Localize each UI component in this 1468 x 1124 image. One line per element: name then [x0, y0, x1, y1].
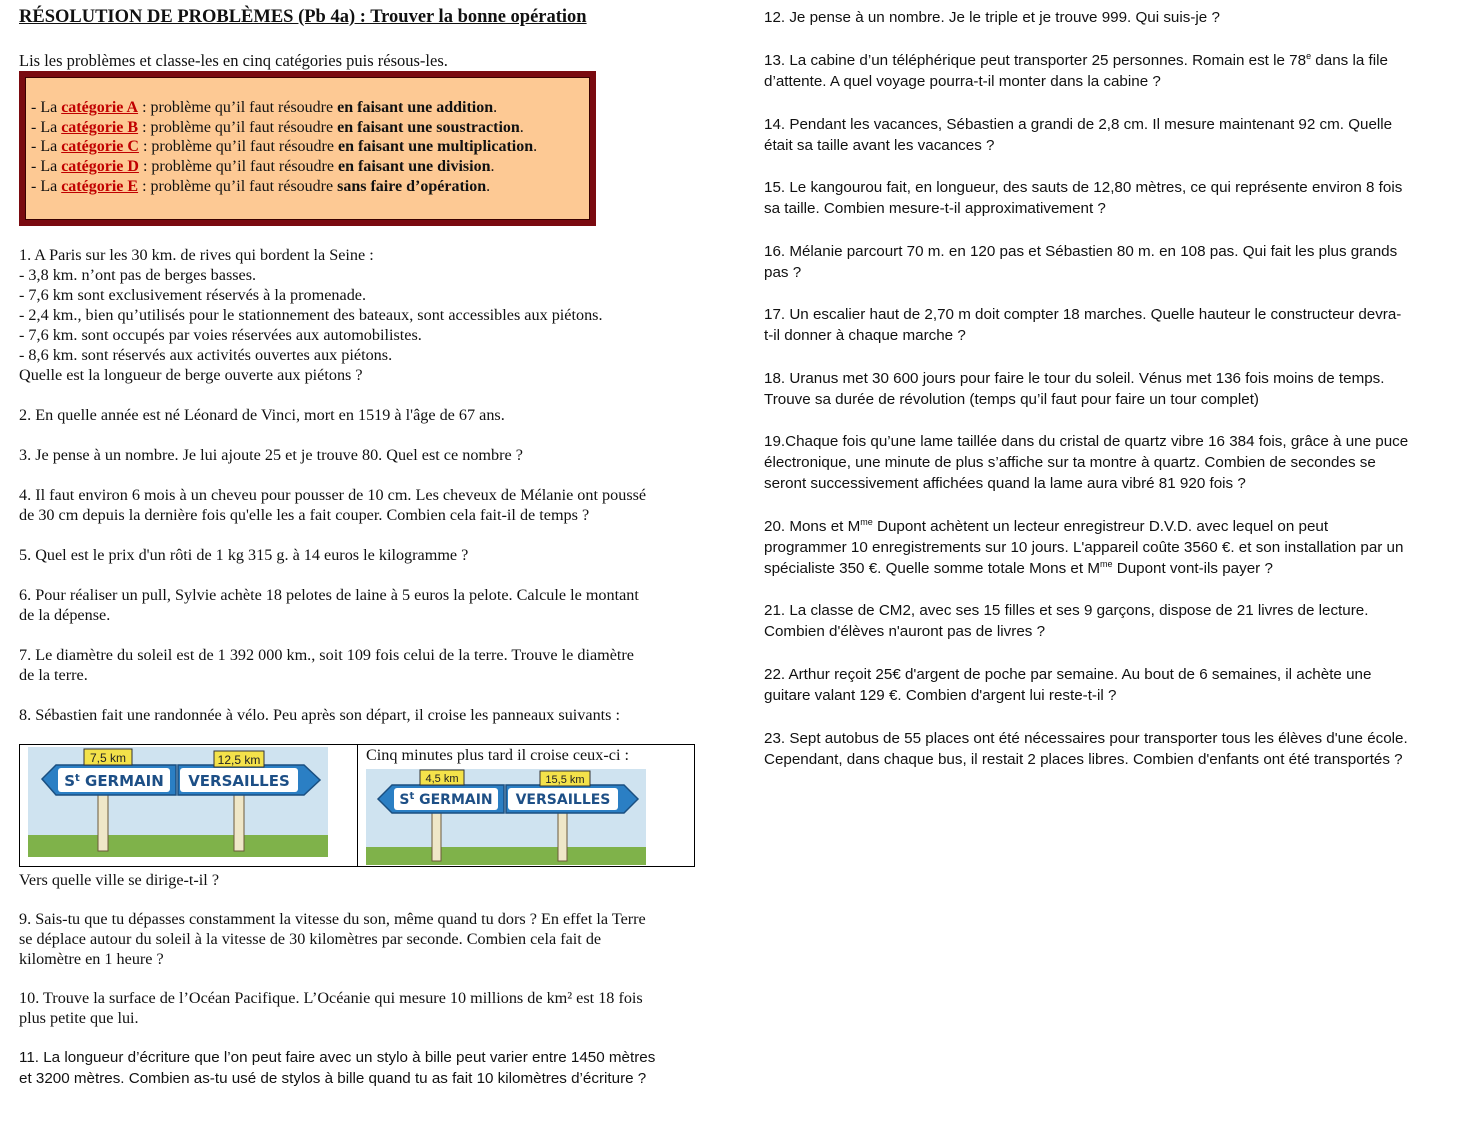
- problem-14: [764, 114, 1454, 156]
- problem-line: pas ?: [764, 264, 802, 282]
- category-operation: en faisant une addition: [337, 99, 494, 116]
- problem-line: seront successivement affichées quand la lame aura vibré 81 920 fois ?: [764, 475, 1246, 493]
- category-label: catégorie A: [61, 99, 139, 116]
- superscript: me: [1099, 559, 1113, 570]
- category-prefix: - La: [31, 118, 62, 136]
- category-item: [25, 118, 590, 138]
- category-end: .: [519, 118, 524, 136]
- problem-11: [19, 1047, 699, 1089]
- problem-line: - 3,8 km. n’ont pas de berges basses.: [19, 266, 257, 284]
- problem-22: [764, 664, 1454, 706]
- table-divider: [357, 745, 358, 866]
- km-label-right: 12,5 km: [217, 753, 261, 767]
- city-label-right: VERSAILLES: [188, 772, 290, 790]
- km-label-right: 15,5 km: [545, 774, 585, 786]
- problem-line: de la terre.: [19, 666, 88, 684]
- superscript: me: [860, 517, 873, 527]
- category-operation: sans faire d’opération: [337, 177, 487, 195]
- problem-23: [764, 728, 1454, 770]
- city-label-right: VERSAILLES: [515, 792, 611, 808]
- problem-line: spécialiste 350 €. Quelle somme totale Mons et $M^{me}$ Dupont vont-ils payer ?: [764, 559, 1273, 578]
- left-column: [19, 6, 699, 1087]
- category-item: [25, 98, 590, 118]
- category-label: catégorie D: [61, 158, 139, 176]
- problem-line: programmer 10 enregistrements sur 10 jours. L'appareil coûte 3560 €. et son installation par un: [764, 539, 1404, 557]
- sign-post-left: [98, 795, 108, 851]
- problem-line: 5. Quel est le prix d'un rôti de 1 kg 315 g. à 14 euros le kilogramme ?: [19, 546, 469, 564]
- problem-line: 20. Mons et $M^{me}$ Dupont achètent un lecteur enregistreur D.V.D. avec lequel on peut: [764, 517, 1329, 535]
- problem-line: et 3200 mètres. Combien as-tu usé de stylos à bille quand tu as fait 10 kilomètres d’écriture ?: [19, 1070, 647, 1087]
- problem-10: [19, 988, 699, 1028]
- category-label: catégorie B: [61, 118, 139, 136]
- problem-line: électronique, une minute de plus s’affiche sur ta montre à quartz. Combien de secondes se: [764, 454, 1376, 472]
- problem-line: 9. Sais-tu que tu dépasses constamment la vitesse du son, même quand tu dors ? En effet la Terre: [19, 910, 646, 928]
- sign-post-right: [558, 813, 567, 861]
- problem-line: 19.Chaque fois qu’une lame taillée dans du cristal de quartz vibre 16 384 fois, grâce à une puce: [764, 433, 1409, 450]
- sign-caption: Cinq minutes plus tard il croise ceux-ci :: [366, 746, 629, 764]
- problem-line: 18. Uranus met 30 600 jours pour faire le tour du soleil. Vénus met 136 fois moins de temps.: [764, 370, 1385, 387]
- category-label: catégorie C: [61, 138, 139, 156]
- problem-line: - 8,6 km. sont réservés aux activités ouvertes aux piétons.: [19, 346, 393, 364]
- problem-21: [764, 600, 1454, 642]
- problem-line: t-il donner à chaque marche ?: [764, 327, 966, 345]
- category-description: : problème qu’il faut résoudre: [138, 177, 338, 195]
- problem-20: [764, 516, 1454, 580]
- category-prefix: - La: [31, 138, 62, 156]
- problem-line: 15. Le kangourou fait, en longueur, des sauts de 12,80 mètres, ce qui représente environ 8 fois: [764, 179, 1403, 196]
- problem-line: 22. Arthur reçoit 25€ d'argent de poche par semaine. Au bout de 6 semaines, il achète une: [764, 666, 1372, 683]
- category-end: .: [490, 158, 495, 176]
- category-item: [25, 177, 590, 197]
- category-item: [25, 157, 590, 177]
- km-label-left: 4,5 km: [425, 773, 459, 785]
- problem-line: Trouve sa durée de révolution (temps qu’il faut pour faire un tour complet): [764, 391, 1259, 409]
- sign-image-second: [366, 769, 646, 865]
- problem-line: Quelle est la longueur de berge ouverte aux piétons ?: [19, 366, 363, 384]
- problem-line: guitare valant 129 €. Combien d'argent lui reste-t-il ?: [764, 687, 1117, 705]
- category-label: catégorie E: [61, 177, 139, 195]
- problem-1: [19, 245, 699, 385]
- category-end: .: [493, 99, 498, 116]
- category-description: : problème qu’il faut résoudre: [138, 99, 338, 116]
- problem-line: 13. La cabine d’un téléphérique peut transporter 25 personnes. Romain est le 78e dans la file: [764, 51, 1388, 69]
- category-end: .: [533, 138, 538, 156]
- problem-line: 1. A Paris sur les 30 km. de rives qui bordent la Seine :: [19, 246, 374, 264]
- category-list: [25, 77, 590, 197]
- problem-17: [764, 304, 1454, 346]
- problem-line: 16. Mélanie parcourt 70 m. en 120 pas et Sébastien 80 m. en 108 pas. Qui fait les plus grands: [764, 243, 1398, 260]
- km-label-left: 7,5 km: [89, 751, 127, 765]
- problem-19: [764, 431, 1454, 495]
- city-label-left: $S^t$ GERMAIN: [399, 791, 493, 808]
- problem-line: - 7,6 km. sont occupés par voies réservées aux automobilistes.: [19, 326, 422, 344]
- problem-12: [764, 7, 1454, 28]
- superscript: e: [1306, 51, 1312, 61]
- category-operation: en faisant une division: [337, 158, 491, 176]
- problem-line: plus petite que lui.: [19, 1009, 139, 1027]
- problem-18: [764, 368, 1454, 410]
- problem-line: 7. Le diamètre du soleil est de 1 392 000 km., soit 109 fois celui de la terre. Trouve le diamètre: [19, 646, 634, 664]
- problem-line: 11. La longueur d’écriture que l’on peut faire avec un stylo à bille peut varier entre 1450 mètres: [19, 1049, 656, 1066]
- sign-image-table: [19, 744, 695, 867]
- category-end: .: [486, 177, 491, 195]
- category-box: [19, 71, 596, 226]
- category-description: : problème qu’il faut résoudre: [138, 138, 338, 156]
- problem-8: [19, 705, 699, 725]
- problem-line: 21. La classe de CM2, avec ses 15 filles et ses 9 garçons, dispose de 21 livres de lecture.: [764, 602, 1369, 619]
- sign-image-first: [28, 747, 328, 857]
- grass: [28, 835, 328, 857]
- problem-line: 6. Pour réaliser un pull, Sylvie achète 18 pelotes de laine à 5 euros la pelote. Calcule le montant: [19, 586, 639, 604]
- category-item: [25, 137, 590, 157]
- instructions: Lis les problèmes et classe-les en cinq catégories puis résous-les.: [19, 51, 448, 70]
- category-prefix: - La: [31, 158, 62, 176]
- problem-line: 10. Trouve la surface de l’Océan Pacifique. L’Océanie qui mesure 10 millions de km² est 18 fois: [19, 989, 643, 1007]
- problem-line: 2. En quelle année est né Léonard de Vinci, mort en 1519 à l'âge de 67 ans.: [19, 406, 505, 424]
- problem-6: [19, 585, 699, 625]
- problem-15: [764, 177, 1454, 219]
- problem-line: Cependant, dans chaque bus, il restait 2 places libres. Combien d'enfants ont été transportés ?: [764, 751, 1403, 769]
- problem-line: Combien d'élèves n'auront pas de livres ?: [764, 623, 1046, 641]
- category-prefix: - La: [31, 177, 62, 195]
- sign-post-left: [432, 813, 441, 861]
- problem-line: 12. Je pense à un nombre. Je le triple et je trouve 999. Qui suis-je ?: [764, 9, 1220, 26]
- problem-3: [19, 445, 699, 465]
- category-prefix: - La: [31, 99, 62, 116]
- problem-9: [19, 909, 699, 969]
- problem-2: [19, 405, 699, 425]
- problem-line: - 2,4 km., bien qu’utilisés pour le stationnement des bateaux, sont accessibles aux piétons.: [19, 306, 603, 324]
- grass: [366, 847, 646, 865]
- problem-line: 23. Sept autobus de 55 places ont été nécessaires pour transporter tous les élèves d'une école.: [764, 730, 1408, 747]
- problem-line: kilomètre en 1 heure ?: [19, 950, 164, 968]
- problem-line: - 7,6 km sont exclusivement réservés à la promenade.: [19, 286, 367, 304]
- problem-16: [764, 241, 1454, 283]
- problem-line: de 30 cm depuis la dernière fois qu'elle les a fait couper. Combien cela fait-il de temps ?: [19, 506, 590, 524]
- category-description: : problème qu’il faut résoudre: [138, 158, 338, 176]
- problem-line: de la dépense.: [19, 606, 111, 624]
- problem-line: sa taille. Combien mesure-t-il approximativement ?: [764, 200, 1106, 218]
- city-label-left: $S^t$ GERMAIN: [64, 772, 164, 790]
- problem-line: se déplace autour du soleil à la vitesse de 30 kilomètres par seconde. Combien cela fait de: [19, 930, 602, 948]
- problem-line: d’attente. A quel voyage pourra-t-il monter dans la cabine ?: [764, 73, 1161, 91]
- problem-line: 3. Je pense à un nombre. Je lui ajoute 25 et je trouve 80. Quel est ce nombre ?: [19, 446, 523, 464]
- sign-post-right: [234, 795, 244, 851]
- problem-5: [19, 545, 699, 565]
- category-operation: en faisant une multiplication: [337, 138, 534, 156]
- problem-line: 8. Sébastien fait une randonnée à vélo. Peu après son départ, il croise les panneaux suivants :: [19, 706, 621, 724]
- problem-line: 4. Il faut environ 6 mois à un cheveu pour pousser de 10 cm. Les cheveux de Mélanie ont poussé: [19, 486, 647, 504]
- page-title: RÉSOLUTION DE PROBLÈMES (Pb 4a) : Trouver la bonne opération: [19, 7, 587, 27]
- problem-line: 17. Un escalier haut de 2,70 m doit compter 18 marches. Quelle hauteur le constructeur devra-: [764, 306, 1402, 323]
- category-description: : problème qu’il faut résoudre: [138, 118, 338, 136]
- problem-7: [19, 645, 699, 685]
- problem-line: était sa taille avant les vacances ?: [764, 137, 995, 155]
- category-operation: en faisant une soustraction: [337, 118, 520, 136]
- problem-8-question: Vers quelle ville se dirige-t-il ?: [19, 871, 220, 889]
- problem-line: 14. Pendant les vacances, Sébastien a grandi de 2,8 cm. Il mesure maintenant 92 cm. Quelle: [764, 116, 1393, 133]
- problem-4: [19, 485, 699, 525]
- problem-13: [764, 50, 1454, 92]
